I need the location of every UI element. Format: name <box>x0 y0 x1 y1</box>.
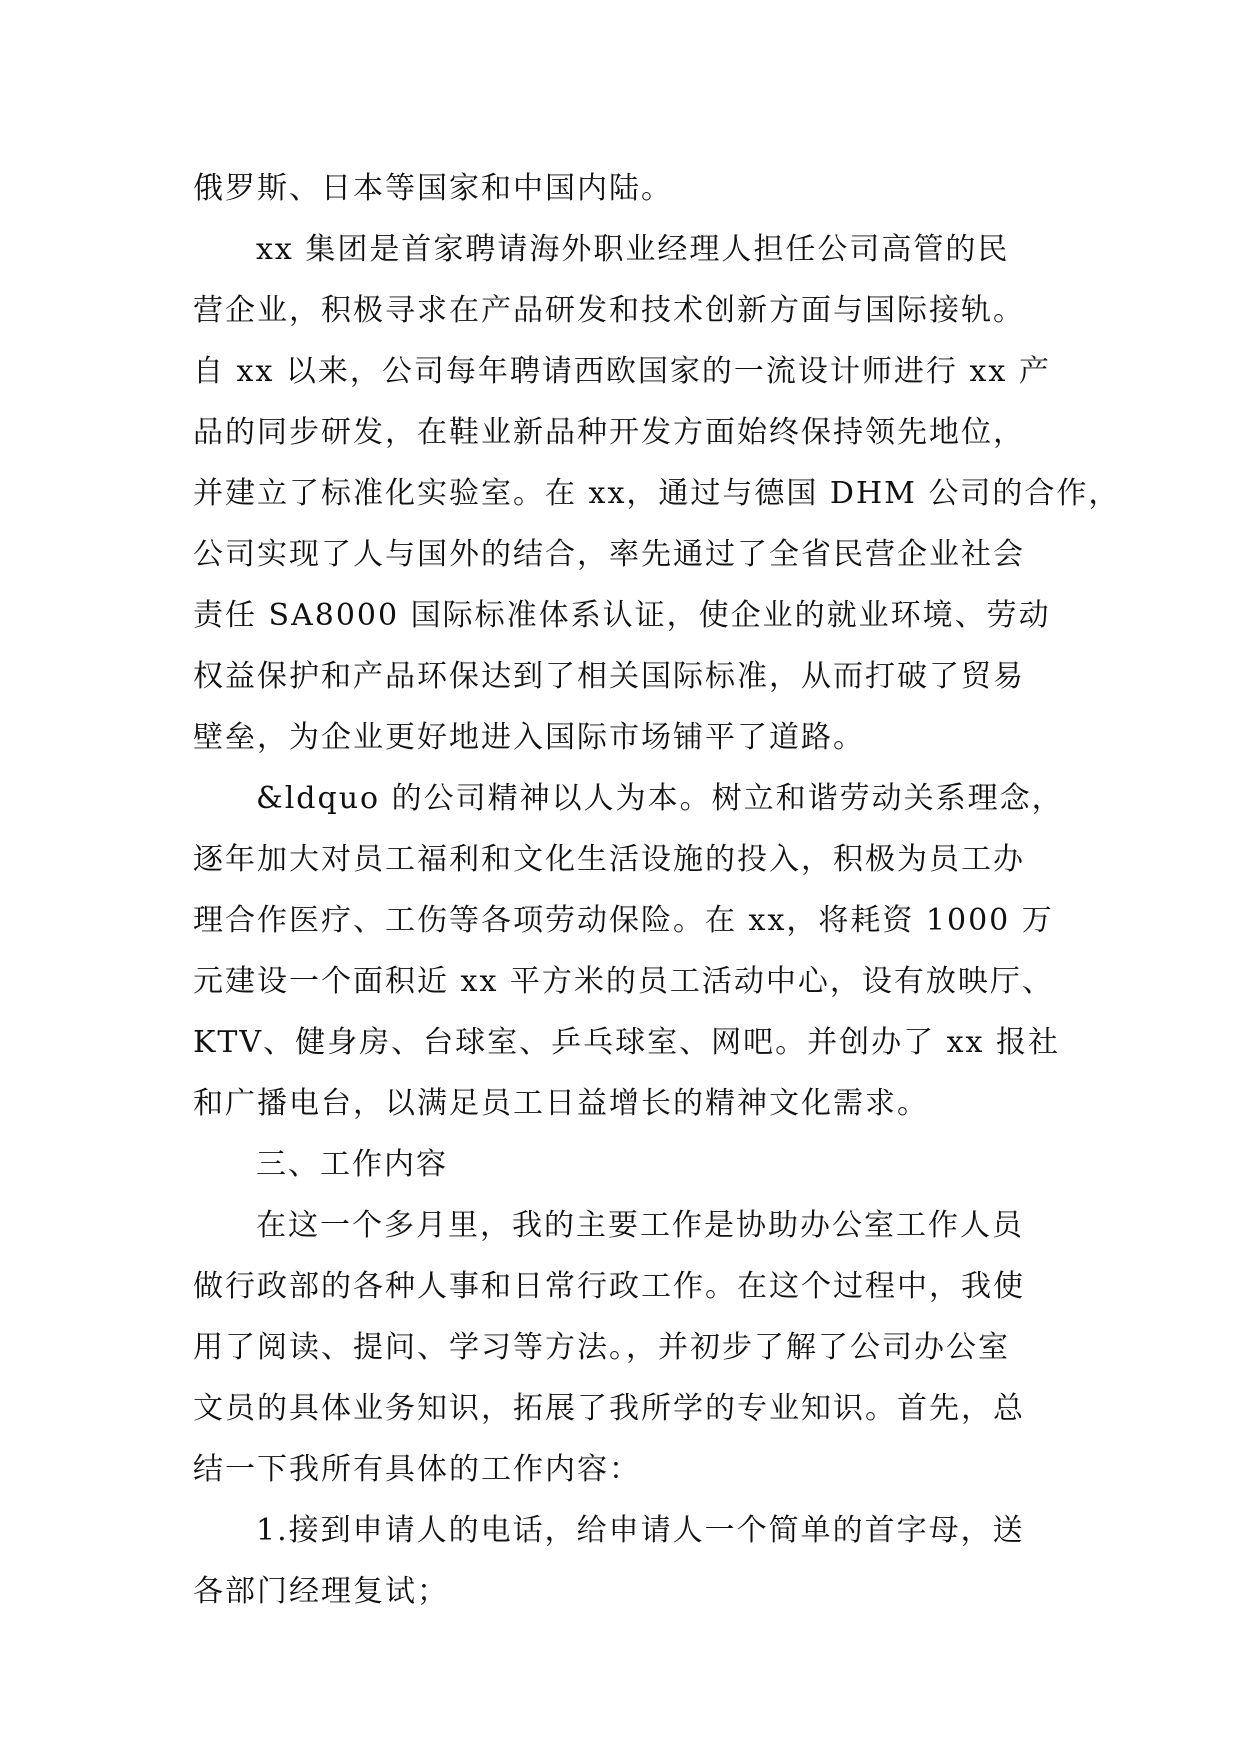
text-line: 并建立了标准化实验室。在 xx，通过与德国 DHM 公司的合作， <box>193 476 1121 511</box>
document-body <box>193 158 1121 1622</box>
text-line: 理合作医疗、工伤等各项劳动保险。在 xx，将耗资 1000 万 <box>193 903 1054 938</box>
text-line: 自 xx 以来，公司每年聘请西欧国家的一流设计师进行 xx 产 <box>193 354 1051 389</box>
section-heading: 三、工作内容 <box>256 1147 448 1182</box>
text-line: 做行政部的各种人事和日常行政工作。在这个过程中，我使 <box>193 1269 1025 1304</box>
text-line: 结一下我所有具体的工作内容： <box>193 1452 641 1487</box>
text-line: 俄罗斯、日本等国家和中国内陆。 <box>193 171 673 206</box>
text-line: 各部门经理复试； <box>193 1574 449 1609</box>
text-line: 品的同步研发，在鞋业新品种开发方面始终保持领先地位， <box>193 415 1025 450</box>
text-line: KTV、健身房、台球室、乒乓球室、网吧。并创办了 xx 报社 <box>193 1025 1060 1060</box>
text-line: 壁垒，为企业更好地进入国际市场铺平了道路。 <box>193 720 865 755</box>
text-line: 公司实现了人与国外的结合，率先通过了全省民营企业社会 <box>193 537 1025 572</box>
text-line: 和广播电台，以满足员工日益增长的精神文化需求。 <box>193 1086 929 1121</box>
text-line: 逐年加大对员工福利和文化生活设施的投入，积极为员工办 <box>193 842 1025 877</box>
text-line: 用了阅读、提问、学习等方法。，并初步了解了公司办公室 <box>193 1330 1010 1365</box>
paragraph-start: xx 集团是首家聘请海外职业经理人担任公司高管的民 <box>256 232 1010 267</box>
text-line: 权益保护和产品环保达到了相关国际标准，从而打破了贸易 <box>193 659 1025 694</box>
text-line: 文员的具体业务知识，拓展了我所学的专业知识。首先，总 <box>193 1391 1025 1426</box>
text-line: 责任 SA8000 国际标准体系认证，使企业的就业环境、劳动 <box>193 598 1051 633</box>
paragraph-start: &ldquo 的公司精神以人为本。树立和谐劳动关系理念， <box>256 781 1064 816</box>
paragraph-start: 在这一个多月里，我的主要工作是协助办公室工作人员 <box>256 1208 1024 1243</box>
text-line: 营企业，积极寻求在产品研发和技术创新方面与国际接轨。 <box>193 293 1025 328</box>
list-item-start: 1.接到申请人的电话，给申请人一个简单的首字母，送 <box>256 1513 1025 1548</box>
text-line: 元建设一个面积近 xx 平方米的员工活动中心，设有放映厅、 <box>193 964 1054 999</box>
